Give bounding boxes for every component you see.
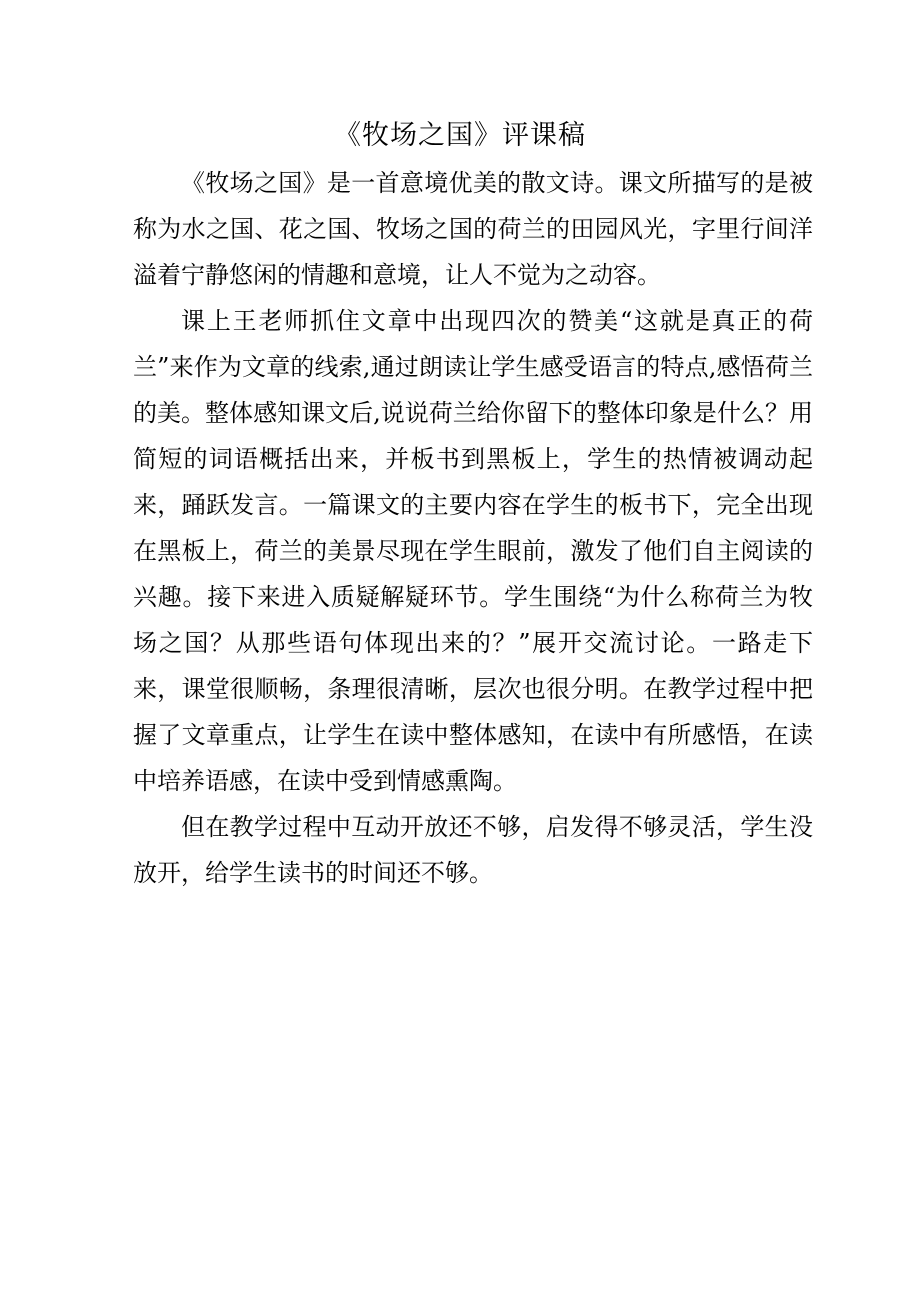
- paragraph-intro: 《牧场之国》是一首意境优美的散文诗。课文所描写的是被称为水之国、花之国、牧场之国的荷兰的田园风光，字里行间洋溢着宁静悠闲的情趣和意境，让人不觉为之动容。: [133, 169, 813, 289]
- paragraph-lesson-review: 课上王老师抓住文章中出现四次的赞美“这就是真正的荷兰”来作为文章的线索,通过朗读让学生感受语言的特点,感悟荷兰的美。整体感知课文后,说说荷兰给你留下的整体印象是什么？用简短的词语概括出来，并板书到黑板上，学生的热情被调动起来，踊跃发言。一篇课文的主要内容在学生的板书下，完全出现在黑板上，荷兰的美景尽现在学生眼前，激发了他们自主阅读的兴趣。接下来进入质疑解疑环节。学生围绕“为什么称荷兰为牧场之国？从那些语句体现出来的？”展开交流讨论。一路走下来，课堂很顺畅，条理很清晰，层次也很分明。在教学过程中把握了文章重点，让学生在读中整体感知，在读中有所感悟，在读中培养语感，在读中受到情感熏陶。: [133, 307, 813, 795]
- document-title: 《牧场之国》评课稿: [334, 120, 586, 151]
- paragraph-shortcomings: 但在教学过程中互动开放还不够，启发得不够灵活，学生没放开，给学生读书的时间还不够。: [133, 813, 813, 887]
- document-body: [133, 160, 813, 896]
